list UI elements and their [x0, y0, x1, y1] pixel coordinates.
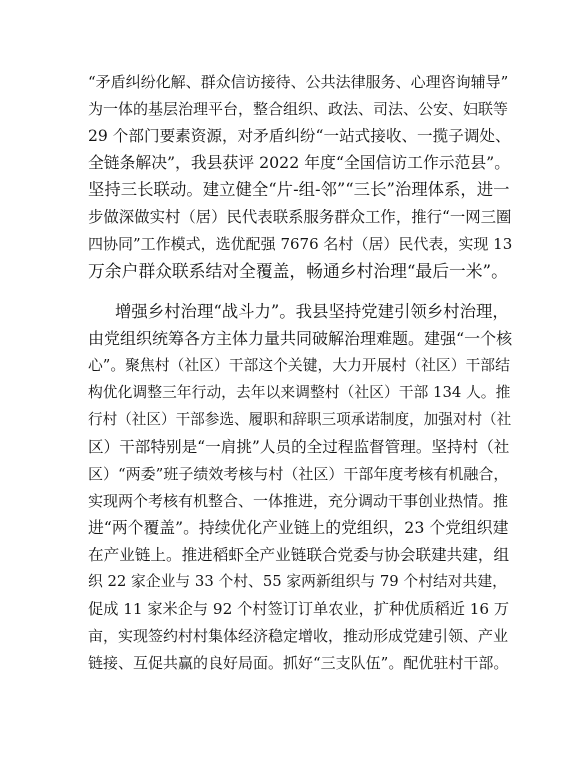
text-line: 在产业链上。推进稻虾全产业链联合党委与协会联建共建，组: [88, 546, 510, 564]
text-line: “矛盾纠纷化解、群众信访接待、公共法律服务、心理咨询辅导”: [88, 73, 509, 91]
text-line: 亩，实现签约村村集体经济稳定增收，推动形成党建引领、产业: [88, 627, 509, 645]
text-line: 区）“两委”班子绩效考核与村（社区）干部年度考核有机融合，: [88, 465, 509, 483]
text-line: 链接、互促共赢的良好局面。抓好“三支队伍”。配优驻村干部。: [88, 654, 509, 672]
text-line: 由党组织统筹各方主体力量共同破解治理难题。建强“一个核: [88, 329, 513, 348]
text-line: 织 22 家企业与 33 个村、55 家两新组织与 79 个村结对共建，: [88, 573, 507, 590]
text-line: 行村（社区）干部参选、履职和辞职三项承诺制度，加强对村（社: [88, 411, 512, 428]
text-line: 坚持三长联动。建立健全“片-组-邻”“三长”治理体系，进一: [88, 180, 510, 199]
text-line: 心”。聚焦村（社区）干部这个关键，大力开展村（社区）干部结: [88, 357, 510, 374]
text-line: 为一体的基层治理平台，整合组织、政法、司法、公安、妇联等: [88, 100, 509, 118]
text-line: 全链条解决”，我县获评 2022 年度“全国信访工作示范县”。: [88, 153, 511, 172]
text-line: 进“两个覆盖”。持续优化产业链上的党组织，23 个党组织建: [88, 518, 509, 537]
text-line: 四协同”工作模式，选优配强 7676 名村（居）民代表，实现 13: [88, 235, 513, 253]
text-line: 步做深做实村（居）民代表联系服务群众工作，推行“一网三圈: [88, 208, 512, 226]
text-line: 区）干部特别是“一肩挑”人员的全过程监督管理。坚持村（社: [88, 438, 510, 456]
paragraph-first-line: 增强乡村治理“战斗力”。我县坚持党建引领乡村治理，: [115, 302, 509, 321]
text-line: 促成 11 家米企与 92 个村签订订单农业，扩种优质稻近 16 万: [88, 600, 510, 618]
text-line: 构优化调整三年行动，去年以来调整村（社区）干部 134 人。推: [88, 384, 511, 401]
text-line: 实现两个考核有机整合、一体推进，充分调动干事创业热情。推: [88, 492, 509, 510]
text-line: 万余户群众联系结对全覆盖，畅通乡村治理“最后一米”。: [88, 261, 508, 281]
text-line: 29 个部门要素资源，对矛盾纠纷“一站式接收、一揽子调处、: [88, 127, 511, 145]
